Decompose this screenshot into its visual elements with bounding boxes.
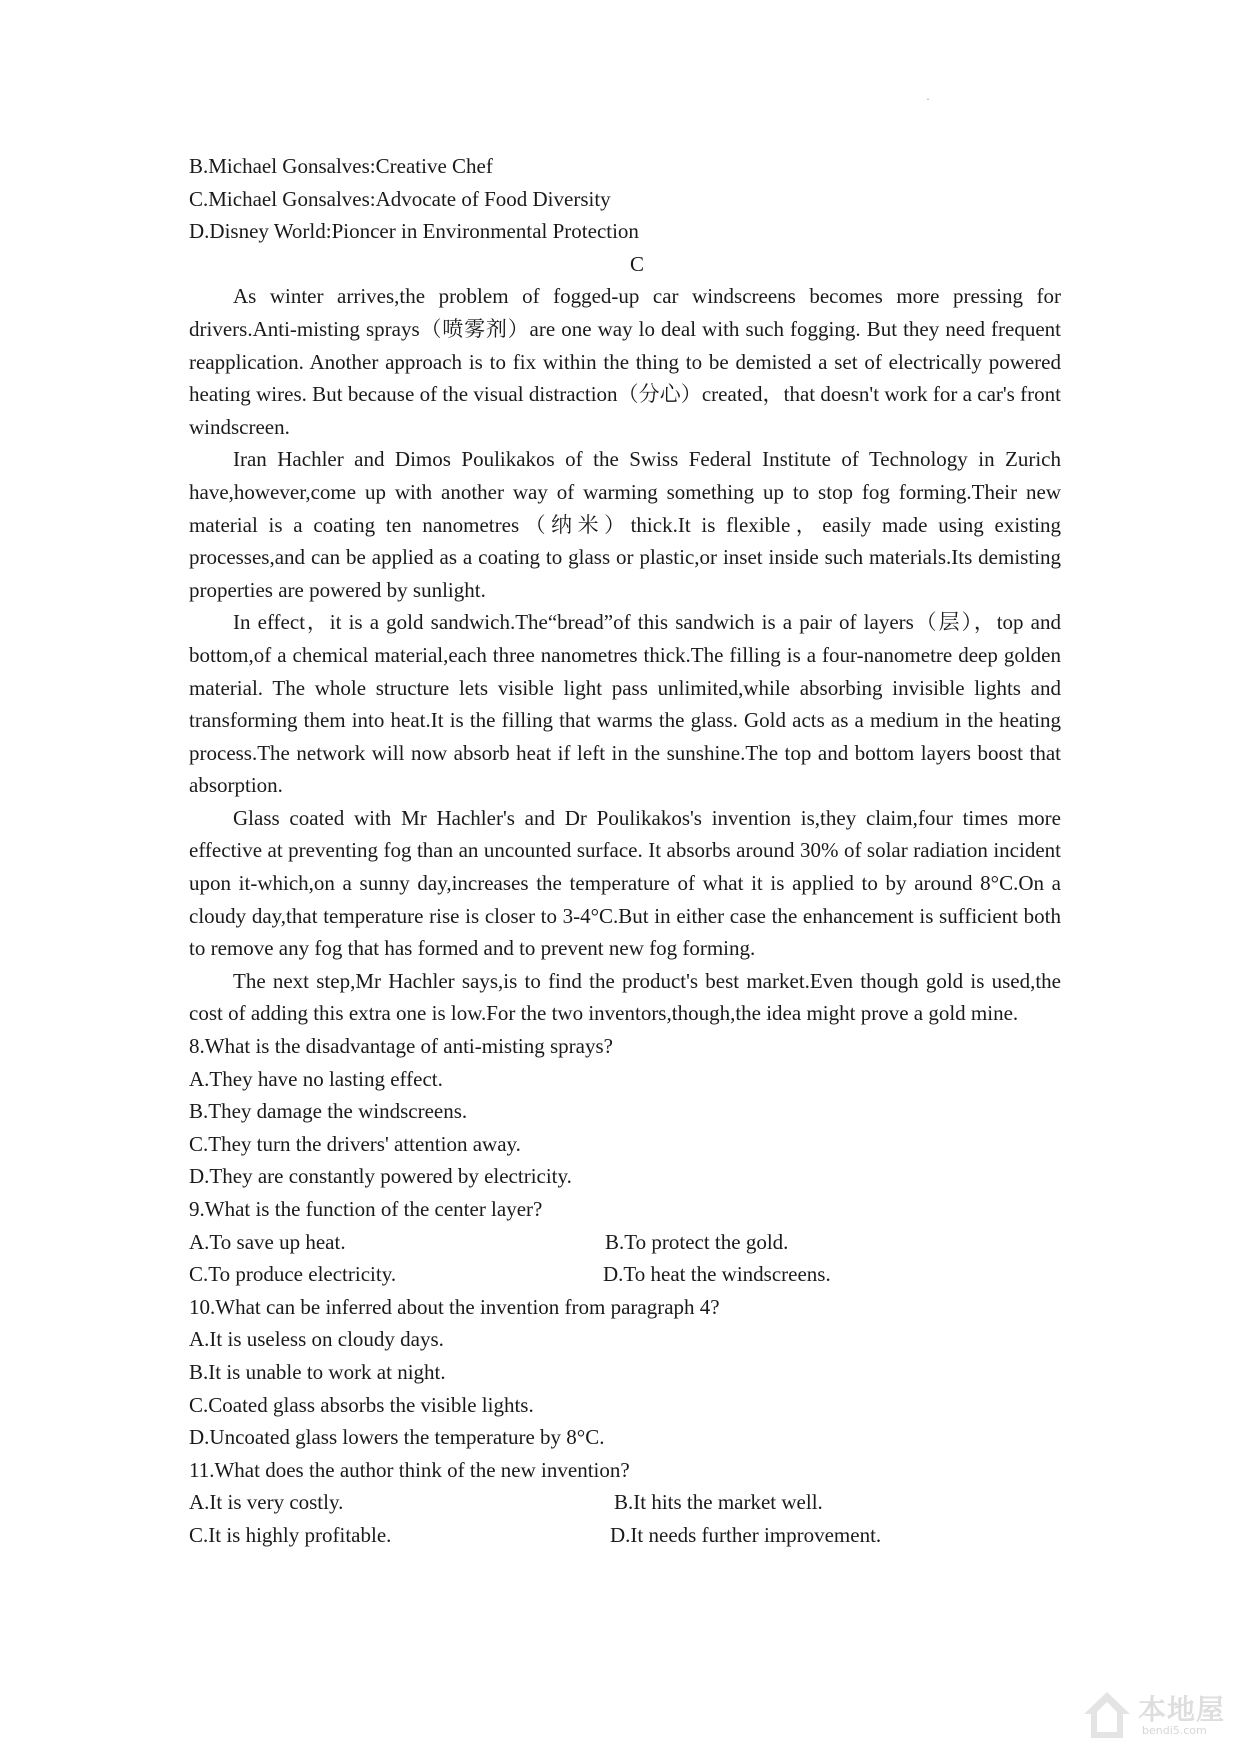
question-11-option-c: C.It is highly profitable. xyxy=(189,1522,392,1547)
paragraph-3: In effect，it is a gold sandwich.The“bread”of this sandwich is a pair of layers（层），top and bottom,of a chemical material,each three nanometres thick.The filling is a four-nanometre deep golden material. The whole structure lets visible light pass unlimited,while absorbing invisible lights and transforming them into heat.It is the filling that warms the glass. Gold acts as a medium in the heating process.The network will now absorb heat if left in the sunshine.The top and bottom layers boost that absorption. xyxy=(189,610,1061,798)
house-logo-icon xyxy=(1080,1688,1134,1742)
question-9-option-d: D.To heat the windscreens. xyxy=(603,1262,831,1287)
question-9-option-a: A.To save up heat. xyxy=(189,1229,346,1254)
section-label: C xyxy=(629,251,644,276)
question-11-row-2 xyxy=(189,1519,1061,1552)
paragraph-5: The next step,Mr Hachler says,is to find the product's best market.Even though gold is used,the cost of adding this extra one is low.For the two inventors,though,the idea might prove a gold mine. xyxy=(189,968,1061,1026)
paragraph-1: As winter arrives,the problem of fogged-up car windscreens becomes more pressing for drivers.Anti-misting sprays（喷雾剂）are one way lo deal with such fogging. But they need frequent reapplication. Another approach is to fix within the thing to be demisted a set of electrically powered heating wires. But because of the visual distraction（分心）created，that doesn't work for a car's front windscreen. xyxy=(189,284,1061,439)
question-9-stem: 9.What is the function of the center layer? xyxy=(189,1197,543,1221)
question-8-stem: 8.What is the disadvantage of anti-misting sprays? xyxy=(189,1034,613,1059)
question-8-option-d: D.They are constantly powered by electricity. xyxy=(189,1164,572,1189)
question-10-option-c: C.Coated glass absorbs the visible lights. xyxy=(189,1392,534,1417)
question-9-option-b: B.To protect the gold. xyxy=(605,1229,789,1254)
question-10-option-a: A.It is useless on cloudy days. xyxy=(189,1327,444,1352)
question-8-option-c: C.They turn the drivers' attention away. xyxy=(189,1131,521,1156)
question-11-option-a: A.It is very costly. xyxy=(189,1490,344,1515)
question-10-stem: 10.What can be inferred about the invention from paragraph 4? xyxy=(189,1294,720,1319)
watermark-title: 本地屋 xyxy=(1138,1693,1226,1726)
question-11-stem: 11.What does the author think of the new invention? xyxy=(189,1457,630,1482)
previous-option-d: D.Disney World:Pioncer in Environmental Protection xyxy=(189,219,639,244)
question-8-option-a: A.They have no lasting effect. xyxy=(189,1066,443,1091)
paragraph-4: Glass coated with Mr Hachler's and Dr Poulikakos's invention is,they claim,four times more effective at preventing fog than an uncounted surface. It absorbs around 30% of solar radiation incident upon it-which,on a sunny day,increases the temperature of what it is applied to by around 8°C.On a cloudy day,that temperature rise is closer to 3-4°C.But in either case the enhancement is sufficient both to remove any fog that has formed and to prevent new fog forming. xyxy=(189,805,1061,961)
exam-page xyxy=(189,150,1061,1552)
question-11-row-1 xyxy=(189,1486,1061,1519)
question-10-option-b: B.It is unable to work at night. xyxy=(189,1359,446,1384)
previous-option-c: C.Michael Gonsalves:Advocate of Food Diversity xyxy=(189,186,611,211)
previous-option-b: B.Michael Gonsalves:Creative Chef xyxy=(189,154,493,178)
question-11-option-b: B.It hits the market well. xyxy=(614,1490,823,1515)
paragraph-2: Iran Hachler and Dimos Poulikakos of the Swiss Federal Institute of Technology in Zurich have,however,come up with another way of warming something up to stop fog forming.Their new material is a coating ten nanometres（纳米）thick.It is flexible，easily made using existing processes,and can be applied as a coating to glass or plastic,or inset inside such materials.Its demisting properties are powered by sunlight. xyxy=(189,447,1061,602)
question-9-row-2 xyxy=(189,1258,1061,1291)
page-corner-mark: · xyxy=(926,92,930,106)
question-9-option-c: C.To produce electricity. xyxy=(189,1262,397,1287)
question-10-option-d: D.Uncoated glass lowers the temperature by 8°C. xyxy=(189,1425,605,1450)
question-8-option-b: B.They damage the windscreens. xyxy=(189,1099,468,1124)
site-watermark xyxy=(1080,1686,1230,1746)
question-9-row-1 xyxy=(189,1226,1061,1259)
question-11-option-d: D.It needs further improvement. xyxy=(610,1522,882,1547)
watermark-subtitle: bendi5.com xyxy=(1142,1724,1207,1737)
